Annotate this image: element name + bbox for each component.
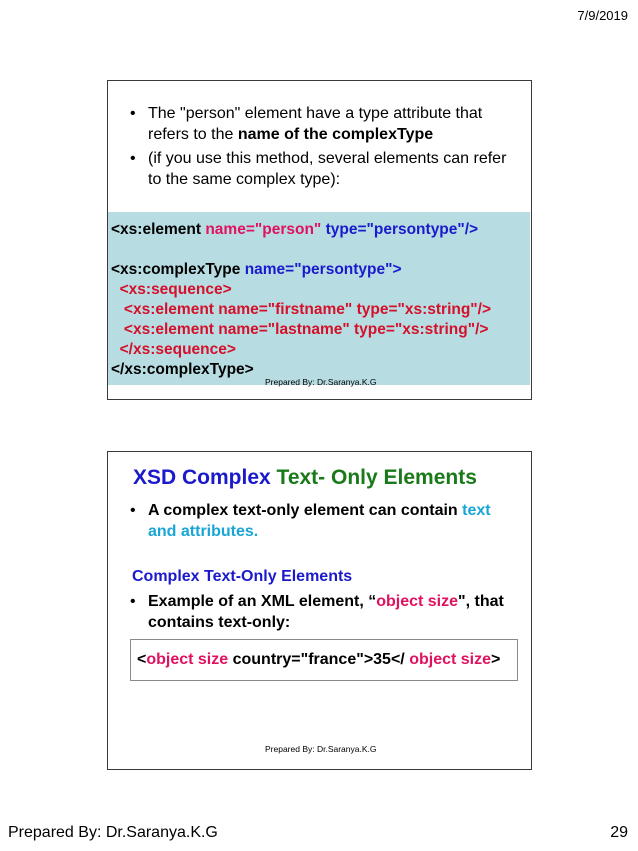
slide-thumbnail-1 <box>107 80 532 400</box>
footer-credit: Prepared By: Dr.Saranya.K.G <box>8 824 218 841</box>
slide-title: XSD Complex Text- Only Elements <box>133 466 477 489</box>
bullet-list <box>124 103 524 193</box>
code-line: <xs:element name="firstname" type="xs:string"/> <box>111 301 492 318</box>
slide-footer-credit: Prepared By: Dr.Saranya.K.G <box>265 377 377 387</box>
slide-thumbnail-2 <box>107 451 532 770</box>
code-block <box>108 212 530 385</box>
code-line-blank <box>111 240 530 260</box>
bullet-item: • The "person" element have a type attribute that refers to the name of the complexType <box>124 103 524 145</box>
code-line: <xs:element name="person" type="persontype"/> <box>111 221 479 238</box>
code-line: <xs:complexType name="persontype"> <box>111 261 402 278</box>
xml-example-box: <object size country="france">35</ object size> <box>130 639 518 681</box>
bullet-item: • (if you use this method, several elements can refer to the same complex type): <box>124 148 524 190</box>
page-number: 29 <box>610 824 628 841</box>
subheading: Complex Text-Only Elements <box>132 568 353 585</box>
bullet-item: • A complex text-only element can contain text and attributes. <box>124 500 519 542</box>
bullet-emphasis: name of the complexType <box>237 126 434 143</box>
date: 7/9/2019 <box>577 8 628 23</box>
code-line: <xs:element name="lastname" type="xs:string"/> <box>111 321 489 338</box>
code-line: </xs:sequence> <box>111 341 236 358</box>
slide-footer-credit: Prepared By: Dr.Saranya.K.G <box>265 744 377 754</box>
code-line: <xs:sequence> <box>111 281 232 298</box>
bullet-item: • Example of an XML element, “object size", that contains text-only: <box>124 591 519 633</box>
code-line: </xs:complexType> <box>111 361 254 378</box>
